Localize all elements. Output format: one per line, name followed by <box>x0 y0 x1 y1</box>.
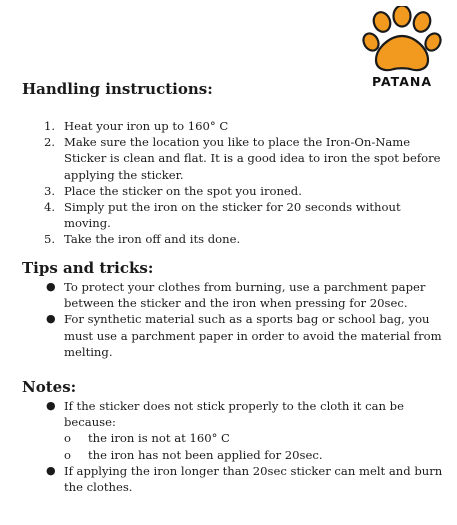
list-item: ● If the sticker does not stick properly to the cloth it can be because: o the iron is not at 160° C o the iron has not been applied for 20sec. <box>64 398 449 463</box>
notes-sublist <box>64 430 449 462</box>
list-item: o the iron is not at 160° C <box>64 431 230 446</box>
handling-instructions-heading: Handling instructions: <box>22 80 213 98</box>
paw-print-icon <box>362 6 442 74</box>
circle-bullet-icon: o <box>64 431 71 446</box>
bullet-icon: ● <box>46 399 56 412</box>
list-item: ● To protect your clothes from burning, use a parchment paper between the sticker and the iron when pressing for 20sec. <box>46 280 426 311</box>
list-item: 3. Place the sticker on the spot you ironed. <box>44 183 302 198</box>
patana-logo <box>362 6 442 96</box>
tips-list <box>46 279 449 360</box>
list-item: 5. Take the iron off and its done. <box>44 232 241 247</box>
list-item: ● For synthetic material such as a sports bag or school bag, you must use a parchment paper in order to avoid the material from melting. <box>46 312 442 359</box>
notes-heading: Notes: <box>22 378 77 396</box>
list-item: 4. Simply put the iron on the sticker for 20 seconds without moving. <box>44 200 401 231</box>
list-item: 1. Heat your iron up to 160° C <box>44 119 229 133</box>
list-item: o the iron has not been applied for 20sec. <box>64 447 323 462</box>
logo-text: PATANA <box>371 74 433 89</box>
handling-steps-list <box>44 118 444 248</box>
circle-bullet-icon: o <box>64 447 71 462</box>
bullet-icon: ● <box>46 280 56 293</box>
bullet-icon: ● <box>46 312 56 326</box>
notes-list <box>46 398 449 495</box>
bullet-icon: ● <box>46 463 56 477</box>
tips-heading: Tips and tricks: <box>22 259 154 277</box>
list-item: ● If applying the iron longer than 20sec sticker can melt and burn the clothes. <box>46 463 443 495</box>
list-item: 2. Make sure the location you like to place the Iron-On-Name Sticker is clean and flat. It is a good idea to iron the spot before applying the sticker. <box>44 135 441 182</box>
